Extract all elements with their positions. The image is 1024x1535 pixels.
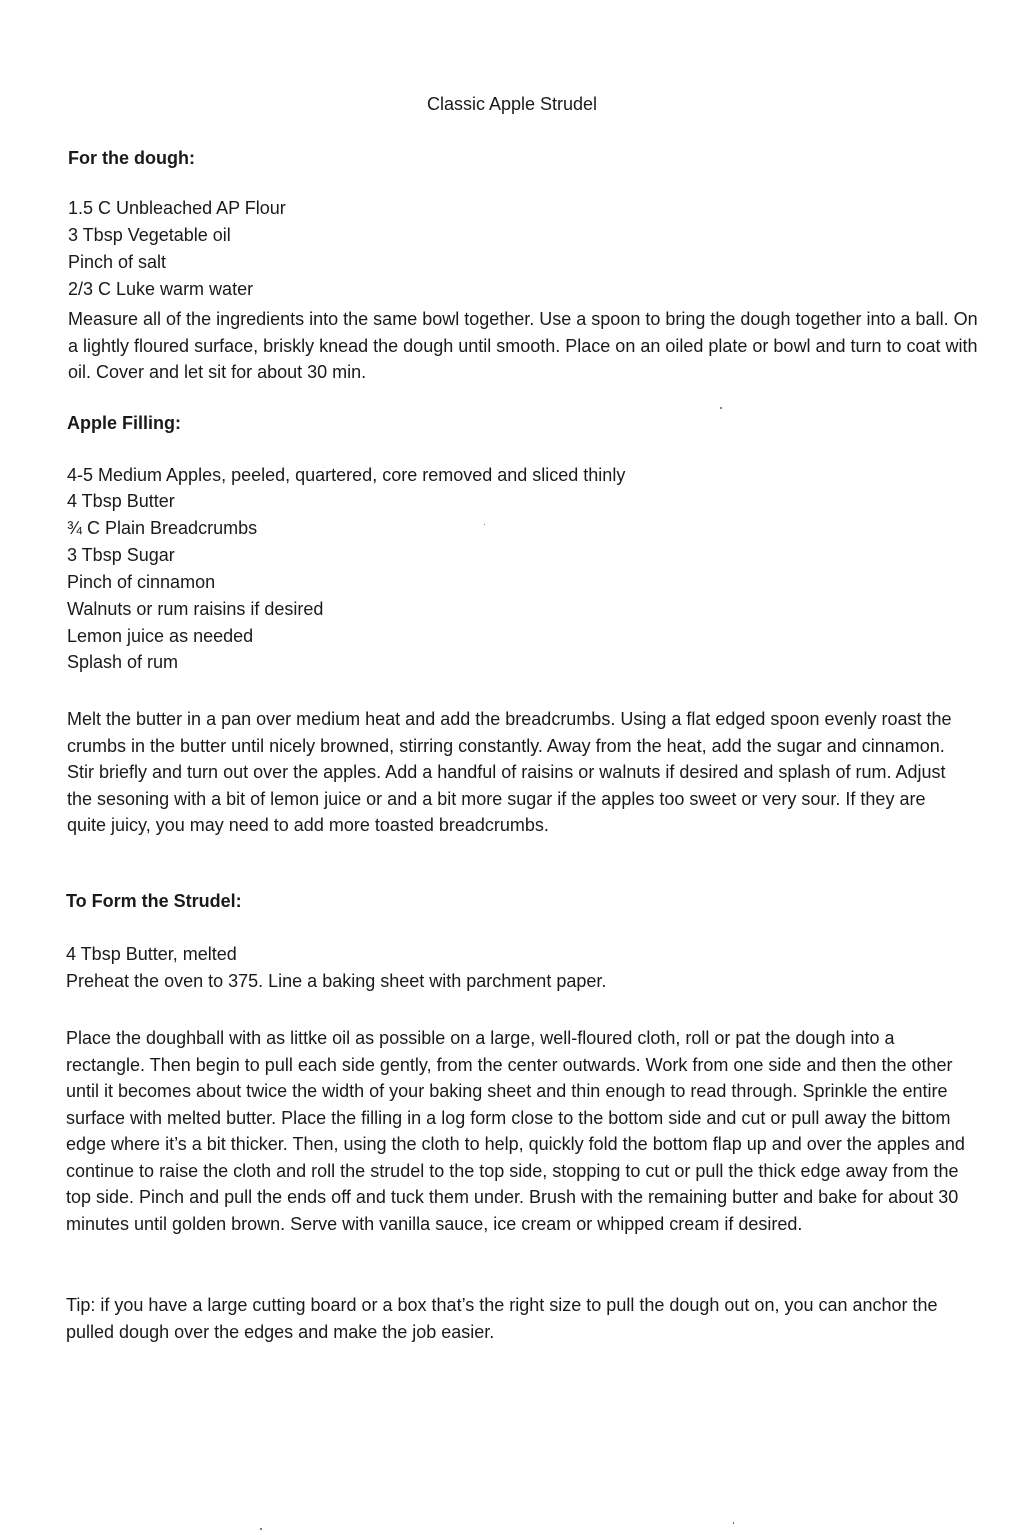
filling-instructions: Melt the butter in a pan over medium heat and add the breadcrumbs. Using a flat edged spoon evenly roast the crumbs in the butter until nicely browned, stirring constantly. Away from the heat, add the sugar and cinnamon. Stir briefly and turn out over the apples. Add a handful of raisins or walnuts if desired and splash of rum. Adjust the sesoning with a bit of lemon juice or and a bit more sugar if the apples too sweet or very sour. If they are quite juicy, you may need to add more toasted breadcrumbs. [67, 709, 952, 835]
filling-heading: Apple Filling: [67, 413, 181, 433]
filling-ingredient: Lemon juice as needed [67, 626, 254, 646]
filling-ingredient: Pinch of cinnamon [67, 572, 216, 592]
page-title: Classic Apple Strudel [426, 94, 598, 114]
form-ingredient: 4 Tbsp Butter, melted [66, 944, 237, 964]
tip-text: Tip: if you have a large cutting board or a box that’s the right size to pull the dough out on, you can anchor the pulled dough over the edges and make the job easier. [66, 1295, 938, 1342]
dough-ingredient: 2/3 C Luke warm water [68, 279, 254, 299]
filling-ingredient: ¾ C Plain Breadcrumbs [67, 518, 258, 538]
filling-ingredient: 3 Tbsp Sugar [67, 545, 175, 565]
filling-ingredient: 4-5 Medium Apples, peeled, quartered, core removed and sliced thinly [67, 465, 626, 485]
form-instructions: Place the doughball with as littke oil as possible on a large, well-floured cloth, roll or pat the dough into a rectangle. Then begin to pull each side gently, from the center outwards. Work from one side and then the other until it becomes about twice the width of your baking sheet and thin enough to read through. Sprinkle the entire surface with melted butter. Place the filling in a log form close to the bottom side and cut or pull away the bittom edge where it’s a bit thicker. Then, using the cloth to help, quickly fold the bottom flap up and over the apples and continue to raise the cloth and roll the strudel to the top side, stopping to cut or pull the thick edge away from the top side. Pinch and pull the ends off and tuck them under. Brush with the remaining butter and bake for about 30 minutes until golden brown. Serve with vanilla sauce, ice cream or whipped cream if desired. [66, 1028, 965, 1234]
scan-speck [733, 1522, 734, 1524]
scan-speck [484, 524, 485, 525]
scan-speck [720, 407, 722, 409]
form-step: Preheat the oven to 375. Line a baking sheet with parchment paper. [66, 971, 607, 991]
dough-heading: For the dough: [68, 148, 195, 168]
scan-speck [260, 1528, 262, 1530]
dough-ingredient: Pinch of salt [68, 252, 167, 272]
filling-ingredient: Splash of rum [67, 652, 179, 672]
dough-instructions: Measure all of the ingredients into the same bowl together. Use a spoon to bring the dough together into a ball. On a lightly floured surface, briskly knead the dough until smooth. Place on an oiled plate or bowl and turn to coat with oil. Cover and let sit for about 30 min. [68, 309, 978, 382]
dough-ingredient: 1.5 C Unbleached AP Flour [68, 198, 286, 218]
filling-ingredient: 4 Tbsp Butter [67, 491, 175, 511]
form-heading: To Form the Strudel: [66, 891, 242, 911]
dough-ingredient: 3 Tbsp Vegetable oil [68, 225, 231, 245]
filling-ingredient: Walnuts or rum raisins if desired [67, 599, 324, 619]
